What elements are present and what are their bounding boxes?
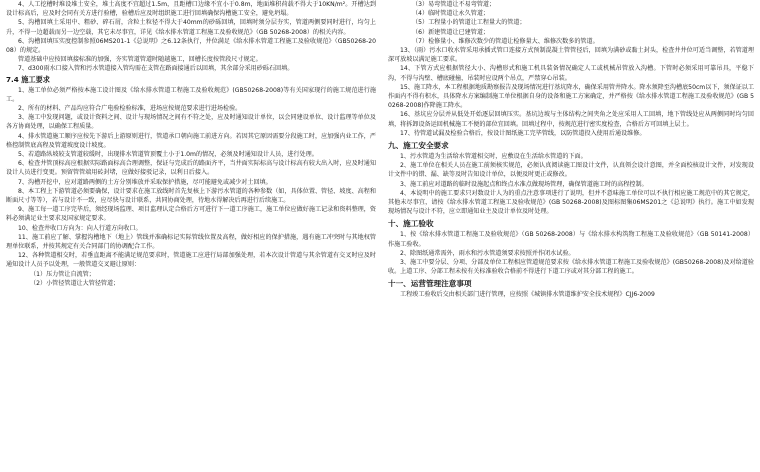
list-item: 2、除图纸通常需外，雨水和污水管道须要求按照并作闭水试验。 [400, 249, 575, 257]
section-heading-11: 十一、运营管理注意事项 [388, 279, 472, 289]
sub-list-item: （3）易弯管道让不易弯管道； [412, 1, 496, 8]
list-item: 3、施工中发现问题，或设计资料之间、设计与现场情况之间有不符之处，应及时通知设计单位，以会同建设单位、设计监理等单位及各方协商处理，以确保工程质量。 [6, 114, 376, 131]
list-item: 9、施工每一道工序完毕后，须经现场监理、项目监理认定合格后方可进行下一道工序施工，施工单位应做好施工记录和资料整理，资料必须满足业主要求及国家规定要求。 [6, 206, 376, 223]
list-item: 15、施工降水，本工程根据地质勘察报告及现场情况进行基坑降水，确保采用管井降水。降水须降至沟槽底50cm以下，须保证以工作面内不得有积水，具体降水方案编制施工单位根据自身的设备和施工方案确定，并严格按《给水排水管道工程施工及验收规范》(GB 50268-2008)作降施工降水。 [388, 83, 754, 110]
list-item: 3、施工中要分层、分项、分部及单位工程相应管道规范要求按《给水排水管道工程施工及验收规范》(GB50268-2008)及对给道验收。上道工序、分部工程未按有关标准验收合格前不得进行下道工序或对其分部工程的施工。 [388, 259, 754, 276]
list-item: 1、污水管道为生活给水管道相交时，应敷设在生活给水管道的下面。 [400, 153, 587, 161]
section-heading-7-4: 7.4 施工要求 [6, 74, 50, 84]
sub-list-item: （2）小管径管道让大管径管道； [30, 279, 120, 287]
section-heading-10: 十、施工验收 [388, 219, 434, 229]
sub-list-item: （5）工程量小的管道让工程量大的管道； [412, 19, 526, 27]
paragraph: 7、d300雨水口接入管和污水管道接入管均需在支管在路面接通后以回填，其余部分采用砂砾石回填。 [18, 65, 294, 73]
list-item: 17、待管道试漏及检验合格后，按设计图纸施工完毕管线，以防管道投入使用后通设维修。 [400, 129, 646, 137]
list-item: 2、所有的材料、产品均应符合广电验检验标准，进场应按规范要求进行进场检验。 [18, 105, 242, 113]
list-item: 2、施工单位在相关人员在施工前须核实规范，必须认真阅读施工图设计文件，认真领会设计意图，并全面校核设计文件，对发现设计文件中的错、漏、缺等及时告知设计单位，以便及时更正或修改。 [388, 162, 754, 179]
list-item: 6、检查井管顶标高应根据实际路面标高合理调整，保证与完成后的路面齐平，当井面实际标高与设计标高有较大出入时，应及时通知设计人员进行变更。预留管管端用砖封堵，应做好接驳记录，以利日后接入。 [6, 160, 376, 177]
list-item: 4、本说明中的施工要求只对数设计人为的重点注意事项进行了说明，但并不意味施工单位可以不执行相应施工规范中的其它规定，其他未尽事宜，请按《给水排水管道工程施工及验收规范》(GB 50268-2008)及图标图集06MS201之《总说明》执行。施工中如发现现场情况与设计不符，应立即通知业主及设计单位及时处理。 [388, 189, 754, 216]
right-column [388, 0, 754, 472]
list-item: 5、若道路纵坡较支管道较缓时，出现排水管道管顶覆土小于1.0m的情况，必须及时通知设计人员，进行处理。 [18, 151, 318, 159]
list-item: 16、基坑应分层并从低处开始逐层回填压实。基坑边坡与主体结构之间夹角之处应采用人工回填，地下管线处应从两侧同时均匀回填，将拆卸设备运回机械施工不便的部位宜回填。回填过程中，按规范进行密实度检查，合格后方可回填上层土。 [388, 111, 754, 128]
list-item: 13、（雨）污水口收水管采用承插式管口连接方式预制混凝土管管径后，回填为满砂或黏土封头，检查井井位可适当调整，若管道埋深可放坡以满足施工要求。 [388, 47, 754, 64]
sub-list-item: （4）临时管道让永久管道； [412, 10, 490, 18]
paragraph: 管道基础中应按回填接标准的加强，夯实管道管道时随越施工，回槽长度按管段尺寸规定。 [18, 56, 262, 64]
paragraph: 工程竣工验收后交由相关部门进行管理，应按照《城镇排水管道维护安全技术规程》CJJ6-2009 [400, 291, 655, 299]
list-item: 4、排水管道施工顺序应按先下游后上游原则进行，管道承口朝向施工前进方向。若因其它原因需要分段施工时，应加强内业工作，严格控制管底高程及管道坡度设计坡度。 [6, 132, 376, 149]
left-column [6, 0, 376, 472]
list-item: 1、施工单位必须严格按本施工设计图及《给水排水管道工程施工及验收规范》(GB50268-2008)等有关国家现行的施工规范进行施工。 [6, 86, 376, 103]
paragraph: 6、沟槽回填压实度控制参照06MS201-1《总说明》之6.12条执行，井位满足《给水排水管道工程施工及验收规范》（GB50268-2008）的规定。 [6, 37, 376, 55]
list-item: 8、本工程上下游管道必须要确保，设计要求在施工放线时首先复核上下游污水管道的各种参数（如，具体位置、管径、坡度、高程和断面尺寸等等），若与设计不一致，应尽快与设计联系，共同协商处理，待地水得解决后再进行后续施工。 [6, 187, 376, 205]
list-item: 14、下管方式应根据管径大小、沟槽形式和施工机具装备情况确定人工或机械吊管放入沟槽。下管时必须采用可靠吊具，平稳下沟，不得与沟壁、槽底碰撞，吊装时应设两个吊点，严禁穿心吊装。 [388, 65, 754, 82]
sub-list-item: （1）压力管让自流管； [30, 270, 95, 278]
list-item: 10、检查井收口方向为：向人行道方向收口。 [18, 224, 142, 232]
sub-list-item: （7）检修量小、维修次数少的管道让检修量大、维修次数多的管道。 [412, 37, 599, 45]
list-item: 3、施工前应对道路的临时设施起点和终点水准点做现场管理，确保管道施工时的高程控制。 [400, 180, 648, 188]
sub-list-item: （6）新建管道让已建管道； [412, 28, 490, 36]
list-item: 7、沟槽开挖中，应对道路两侧的土方分别堆放并采取保护措施，尽可能避免或减少对土回填。 [18, 178, 272, 186]
list-item: 11、施工前应了解、掌握沟槽地下（地上）管线并准确标记实际管线位置及高程，做好相应的保护措施，遇有施工冲突时与其地权管理单位联系，并按其规定有关合同部门的协调配合工作。 [6, 233, 376, 251]
paragraph: 4、人工挖槽时堆设堆土安全，堆土高度不宜超过1.5m，且距槽口边缘不宜小于0.8m，地面堆积荷载不得大于10KN/m²。开槽达到设计标高后，应及时会同有关方进行验槽，验槽后应及时组织施工进行回填确保沟槽施工安全，避免坍塌。 [6, 1, 376, 18]
section-heading-9: 九、施工安全要求 [388, 141, 449, 151]
paragraph: 5、沟槽回填土采用中、粗砂、碎石屑，含粒土粒径不得大于40mm的砂砾回填，回填时须分层夯实，管道两侧要同时进行，均匀上升，不得一边超载而另一边空载，其它未尽事宜，详见《给水排水管道工程施工及验收规范》（GB 50268-2008）的相关内容。 [6, 19, 376, 36]
list-item: 1、按《给水排水管道工程施工及验收规范》（GB 50268-2008）与《给水排水构筑物工程施工及验收规范》（GB 50141-2008）作施工验收。 [388, 231, 754, 248]
list-item: 12、各种管道相交时，若垂直距离不能满足规范要求时，管道施工应进行局部加强处理，若本次设计管道与其余管道有交叉时应及时通知设计人员予以处理，一般管道交叉避让原则： [6, 252, 376, 269]
